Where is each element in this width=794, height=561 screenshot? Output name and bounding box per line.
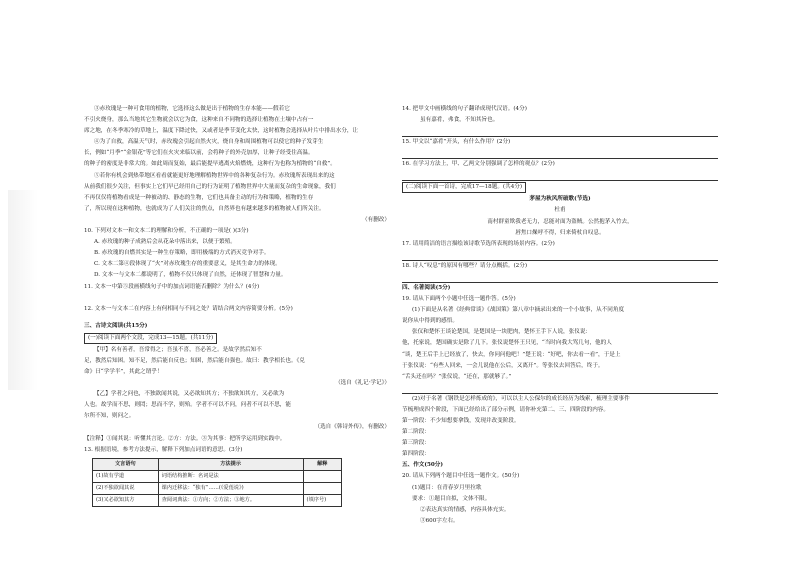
passage-line: ③赤玫瑰是一种可食用的植物，它选择这么做是出于植物的生存本能——假若它 bbox=[94, 106, 290, 112]
q10-option-b: B. 赤玫瑰的自燃其实是一种生存策略，即用极端的方式消灭竞争对手。 bbox=[94, 250, 270, 257]
essay-req: 要求：①题目自拟，文体不限。 bbox=[412, 495, 491, 502]
q19-part1-line: (1)下面是从名著《经典常谈》《战国策》第八章中摘录出来的一个小故事，从不同角度 bbox=[412, 307, 625, 314]
table-header: 解释 bbox=[303, 458, 341, 470]
question-14: 14. 把甲文中画横线的句子翻译成现代汉语。(4分) bbox=[402, 106, 527, 112]
question-11: 11. 文本一中第⑤段画横线句子中的加点词语能否删除？为什么？(4分) bbox=[84, 283, 260, 290]
answer-line[interactable] bbox=[402, 170, 718, 181]
question-10: 10. 下列对文本一和文本二的理解和分析，不正确的一项是( )(3分) bbox=[84, 228, 249, 235]
table-cell: (3)又必欲知其方 bbox=[93, 494, 159, 506]
question-16: 16. 在学习方法上，甲、乙两文分别强调了怎样的观点？(2分) bbox=[402, 161, 555, 168]
table-cell: 查阅词典法：①方向；②方法；③地方。 bbox=[158, 494, 303, 506]
passage-line: 了，所以现在这种植物，也就成为了人们关注的焦点，自然界也有越来越多的植物被人们所关注。 bbox=[84, 205, 325, 212]
answer-line[interactable] bbox=[402, 272, 718, 283]
passage-jia-line: 足，教然后知困。知不足，然后能自反也；知困，然后能自强也。故曰：教学相长也。《兑 bbox=[84, 357, 305, 364]
subsection-2-heading: (二)阅读下面一首诗，完成17—18题。(共4分) bbox=[402, 182, 526, 193]
q19-part1-line: 说你从中得到的感悟。 bbox=[402, 318, 458, 325]
left-column bbox=[84, 104, 390, 509]
table-header: 方法提示 bbox=[158, 458, 303, 470]
poem-line: 唇焦口燥呼不得，归来倚杖自叹息。 bbox=[515, 229, 605, 236]
passage-line: 不再仅仅将植物看成是一种被动的、静态的生物，它们也具备主动的行为和策略，植物的生存 bbox=[84, 194, 314, 201]
q19-part2-line: (2)对于名著《钢铁是怎样炼成的》，可以以主人公保尔的成长经历为线索，梳理主要事件 bbox=[412, 395, 630, 402]
section-5-heading: 五、作文(50分) bbox=[402, 462, 444, 469]
passage-source: （有删改） bbox=[362, 216, 390, 223]
subsection-1-heading: (一)阅读下面两个文段，完成13—15题。(共11分) bbox=[84, 333, 217, 344]
table-cell: (1)故有学道 bbox=[93, 470, 159, 482]
yi-source: （选自《韩诗外传》，有删改） bbox=[314, 424, 390, 431]
q19-part1-line: 张仪和楚怀王谈论楚国，是楚国是一块肥肉，楚怀王手下人说，张仪说： bbox=[412, 329, 592, 336]
q19-part1-line: “谈，楚王后手上已经放了，快去，你问问他吧！”楚王说：“好吧，你去看一看”，于是上 bbox=[402, 351, 621, 358]
q19-part1-line: 于张仪说：“有些人回来，一会儿说他在公后，又离开”。等张仪去回答后，终于。 bbox=[402, 362, 604, 369]
passage-line: 长，例如“月季”“金银花”等它们在火灾来临以前，会将种子的外壳加厚，让种子经受住高温。 bbox=[84, 150, 314, 157]
annotation-note: 【注释】①闻其说：听懂其言论。②方：方法。③为其事：把所学运用到实践中。 bbox=[84, 435, 286, 442]
table-cell: (2)不独欲闻其说 bbox=[93, 482, 159, 494]
jia-source: （选自《礼记·学记》） bbox=[335, 380, 390, 387]
q19-part1-line: “舌头还在吗？”张仪说，“还在，那就够了。” bbox=[402, 373, 512, 380]
answer-line[interactable] bbox=[402, 126, 718, 137]
stage-3-label[interactable]: 第三阶段： bbox=[402, 440, 430, 447]
table-header-row bbox=[93, 458, 342, 470]
answer-cell[interactable] bbox=[303, 470, 341, 482]
stage-4-label[interactable]: 第四阶段： bbox=[402, 451, 430, 458]
table-row bbox=[93, 482, 342, 494]
table-row bbox=[93, 494, 342, 506]
question-19: 19. 请从下面两个小题中任选一题作答。(5分) bbox=[402, 296, 516, 303]
vocab-table bbox=[92, 458, 342, 507]
passage-jia-line: 命》曰“学学半”，其此之谓乎！ bbox=[84, 368, 163, 375]
question-20: 20. 请从下列两个题目中任选一题作文。(50分) bbox=[402, 473, 520, 480]
passage-line: ⑤若你有机会到热带地区看看就能更好地理解植物世界中的各种复杂行为。赤玫瑰所表现出来的这 bbox=[94, 172, 335, 179]
q19-part2-line: 节梳理成四个阶段，下面已经给出了部分示例，请你补充第二、三、四阶段的内容。 bbox=[402, 406, 609, 413]
essay-req: ③600字左右。 bbox=[420, 517, 459, 524]
answer-line[interactable] bbox=[402, 383, 718, 394]
q14-sentence: 虽有嘉肴，弗食，不知其旨也。 bbox=[420, 117, 499, 124]
passage-yi-line: 【乙】学者之问也，不独欲闻其说，又必欲知其方；不独欲知其方，又必欲为 bbox=[94, 391, 285, 398]
answer-line[interactable] bbox=[402, 250, 718, 261]
section-3-heading: 三、古诗文阅读(共15分) bbox=[84, 322, 148, 329]
question-12: 12. 文本一与文本二在内容上有何相同与不同之处？请结合两文内容简要分析。(5分) bbox=[84, 305, 293, 312]
q10-option-a: A. 赤玫瑰的种子成熟后会从花朵中落出来，以便于繁殖。 bbox=[94, 239, 236, 246]
question-15: 15. 甲文以“嘉肴”开头，有什么作用？(2分) bbox=[402, 139, 511, 146]
q10-option-c: C. 文本二第④段体现了“火”对赤玫瑰生存的重要意义，是其生命力的体现。 bbox=[94, 261, 281, 268]
right-column bbox=[402, 104, 718, 527]
passage-line: 的种子的密度是非常大的。如此周而复始，最后能提早逃离火焰燃烧，这种行为也称为植物的“自救”。 bbox=[84, 161, 336, 168]
q19-part1-line: 他，托家说，楚国确实是除了几下。张仪说楚怀王只见，“当时向我大骂几句，他的人 bbox=[402, 340, 612, 347]
stage-2-label[interactable]: 第二阶段： bbox=[402, 429, 430, 436]
question-18: 18. 诗人“叹息”的原因有哪些？请分点概括。(2分) bbox=[402, 262, 528, 269]
passage-yi-line: 尔所不知，则问之。 bbox=[84, 413, 135, 420]
answer-cell[interactable] bbox=[303, 482, 341, 494]
essay-req: ②表达真实的情感，内容具体充实。 bbox=[420, 506, 510, 513]
q10-option-d: D. 文本一与文本二都说明了，植物不仅只体现了自然，还体现了智慧和力量。 bbox=[94, 272, 287, 279]
table-cell: 课内迁移法：“独有”……(《爱莲说》) bbox=[158, 482, 303, 494]
question-17: 17. 请用简洁的语言描绘该诗歌节选所表现的场景内容。(2分) bbox=[402, 240, 555, 247]
table-row bbox=[93, 470, 342, 482]
passage-jia-line: 【甲】名有善者，吾常得之；吾虽不喜，吾必善之。是故学然后知不 bbox=[94, 346, 262, 353]
section-4-heading: 四、名著阅读(5分) bbox=[402, 284, 451, 291]
passage-yi-line: 人也。故学而不思，则罔；思而不学，则殆。学者不可以不问，问者不可以不思，能 bbox=[84, 402, 291, 409]
answer-line[interactable] bbox=[402, 148, 718, 159]
q19-part2-line: 第一阶段：不少知想要拿钱，发现并改变阶段。 bbox=[402, 417, 520, 424]
answer-cell[interactable]: (填序号) bbox=[303, 494, 341, 506]
passage-line: 从前我们很少关注，但事实上它们早已经用自己的行为证明了植物世界中大量而复杂的生命现象，我们 bbox=[84, 183, 336, 190]
passage-line: 不引火烧身，那么当地其它生物就会以它为食，这种来自不同物的选择让植物在土壤中占有一 bbox=[84, 117, 314, 124]
table-cell: 词语结构推断：名词是法 bbox=[158, 470, 303, 482]
essay-title: (1)题目：在青春岁月里拉歌 bbox=[412, 484, 482, 491]
poem-author: 杜甫 bbox=[554, 207, 566, 214]
table-header: 文言语句 bbox=[93, 458, 159, 470]
question-13: 13. 根据语境，参考方法提示，解释下列加点词语的意思。(3分) bbox=[84, 446, 243, 453]
binding-shadow bbox=[8, 190, 38, 390]
passage-line: ④为了自救，高温天气时，赤玫瑰会引起自然火灾，烧自身和周围植物可以使它的种子发芽生 bbox=[94, 139, 324, 146]
passage-line: 席之地，在冬季寒冷的草地上，温度下降过快，又或者是季节变化太快，这时植物会选择从叶片中排出水分，让 bbox=[84, 128, 359, 135]
poem-title: 茅屋为秋风所破歌(节选) bbox=[529, 196, 591, 203]
poem-line: 南村群童欺我老无力，忍能对面为盗贼。公然抱茅入竹去， bbox=[487, 218, 633, 225]
